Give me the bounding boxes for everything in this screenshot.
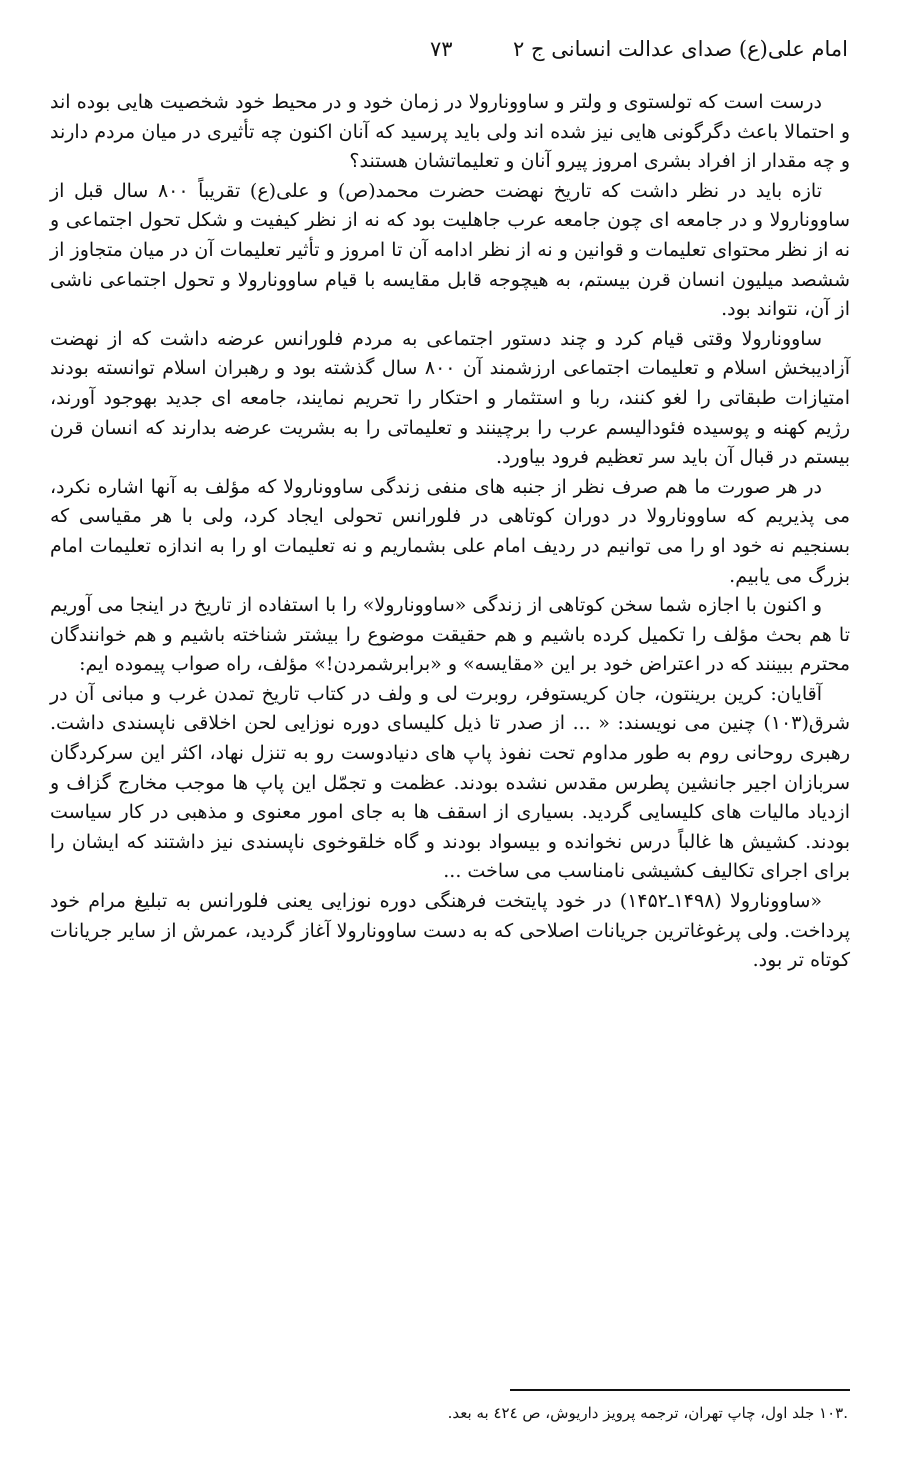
paragraph-7-quotation: «ساوونارولا (۱۴۹۸ـ۱۴۵۲) در خود پایتخت فرهنگی دوره نوزایی یعنی فلورانس به تبلیغ مرام خود پرداخت. ولی پرغوغاترین جریانات اصلاحی که به دست ساوونارولا آغاز گردید، عمرش از سایر جریانات کوتاه تر بود. (50, 890, 850, 972)
paragraph-2: تازه باید در نظر داشت که تاریخ نهضت حضرت محمد(ص) و علی(ع) تقریباً ۸۰۰ سال قبل از ساوونارولا و در جامعه ای چون جامعه عرب جاهلیت بود که نه از نظر کیفیت و شکل تحول اجتماعی و نه از نظر محتوای تعلیمات و قوانین و نه از نظر ادامه آن تا امروز و تأثیر تعلیمات آن در میان متجاوز از ششصد میلیون انسان قرن بیستم، به هیچوجه قابل مقایسه با قیام ساوونارولا و تحول اجتماعی ناشی از آن، نتواند بود. (50, 179, 850, 321)
body-text (50, 88, 850, 976)
page-header (52, 28, 848, 68)
paragraph-5: و اکنون با اجازه شما سخن کوتاهی از زندگی «ساوونارولا» را با استفاده از تاریخ در اینجا می آوریم تا هم بحث مؤلف را تکمیل کرده باشیم و هم حقیقت موضوع را بیشتر شناخته باشیم و هم خوانندگان محترم ببینند که در اعتراض خود بر این «مقایسه» و «برابرشمردن!» مؤلف، راه صواب پیموده ایم: (50, 594, 850, 676)
paragraph-6-quotation: آقایان: کرین برینتون، جان کریستوفر، روبرت لی و ولف در کتاب تاریخ تمدن غرب و مبانی آن در شرق(۱۰۳) چنین می نویسند: « ... از صدر تا ذیل کلیسای دوره نوزایی لحن اخلاقی ناپسندی داشت. رهبری روحانی روم به طور مداوم تحت نفوذ پاپ های دنیادوست رو به تنزل نهاد، اکثر این سرکردگان سربازان اجیر جانشین پطرس مقدس نشده بودند. عظمت و تجمّل این پاپ ها موجب مخارج گزاف و ازدیاد مالیات های کلیسایی گردید. بسیاری از اسقف ها به جای امور معنوی و مذهبی در کار سیاست بودند. کشیش ها غالباً درس نخوانده و بیسواد بودند و گاه خلقوخوی ناپسندی نیز داشتند که ایشان را برای اجرای تکالیف کشیشی نامناسب می ساخت ... (50, 682, 850, 883)
footnote: .۱۰۳ جلد اول، چاپ تهران، ترجمه پرویز داریوش، ص ٤٢٤ به بعد. (447, 1404, 848, 1422)
footnote-divider (510, 1389, 850, 1391)
paragraph-1: درست است که تولستوی و ولتر و ساوونارولا در زمان خود و در محیط خود شخصیت هایی بوده اند و احتمالا باعث دگرگونی هایی نیز شده اند ولی باید پرسید که آنان اکنون چه تأثیری در میان مردم دارند و چه مقدار از افراد بشری امروز پیرو آنان و تعلیماتشان هستند؟ (50, 91, 850, 173)
paragraph-3: ساوونارولا وقتی قیام کرد و چند دستور اجتماعی به مردم فلورانس عرضه داشت که از نهضت آزادیبخش اسلام و تعلیمات اجتماعی ارزشمند آن ۸۰۰ سال گذشته بود و رهبران اسلام توانسته بودند امتیازات طبقاتی را لغو کنند، ربا و استثمار و احتکار را تحریم نمایند، جامعه ای جدید بهوجود آورند، رژیم کهنه و پوسیده فئودالیسم عرب را برچینند و تعلیماتی را به بشریت عرضه بدارند که انسان قرن بیستم در قبال آن باید سر تعظیم فرود بیاورد. (50, 327, 850, 469)
paragraph-4: در هر صورت ما هم صرف نظر از جنبه های منفی زندگی ساوونارولا که مؤلف به آنها اشاره نکرد، می پذیریم که ساوونارولا در دوران کوتاهی در فلورانس تحولی ایجاد کرد، ولی با هر مقیاسی که بسنجیم نه خود او را می توانیم در ردیف امام علی بشماریم و نه تعلیمات او را به اندازه تعلیمات امام بزرگ می یابیم. (50, 475, 850, 587)
page-number: ۷۳ (430, 37, 453, 61)
running-title: امام علی(ع) صدای عدالت انسانی ج ۲ (513, 37, 848, 61)
